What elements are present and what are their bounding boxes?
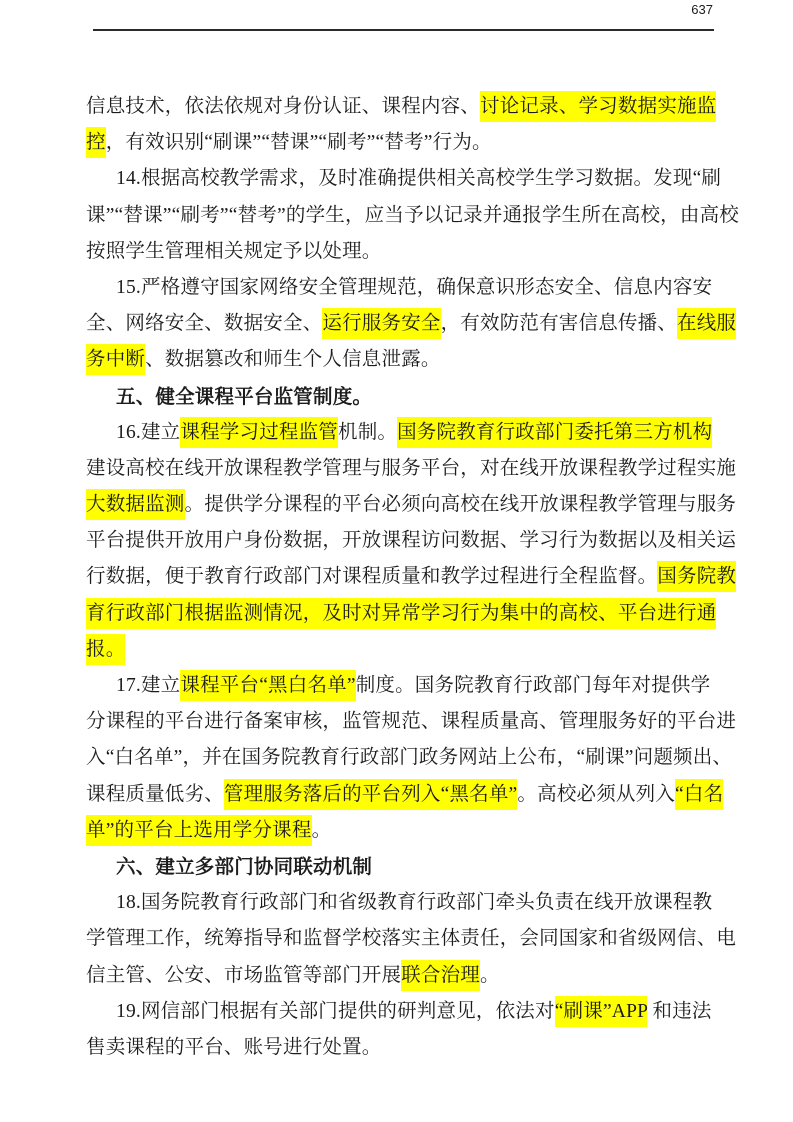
- text-segment: 18.国务院教育行政部门和省级教育行政部门牵头负责在线开放课程教: [116, 892, 713, 914]
- text-line: [86, 89, 746, 125]
- text-segment: 、数据篡改和师生个人信息泄露。: [145, 349, 441, 371]
- text-line: [86, 994, 746, 1030]
- text-segment: 学管理工作，统筹指导和监督学校落实主体责任，会同国家和省级网信、电: [86, 928, 737, 950]
- text-segment: 信息技术，依法依规对身份认证、课程内容、: [86, 96, 481, 117]
- highlighted-text: 务中断: [86, 344, 145, 375]
- text-segment: 。提供学分课程的平台必须向高校在线开放课程教学管理与服务: [184, 494, 737, 516]
- text-segment: 15.严格遵守国家网络安全管理规范，确保意识形态安全、信息内容安: [116, 276, 713, 298]
- text-line: [86, 596, 746, 632]
- text-segment: 五、健全课程平台监管制度。: [116, 385, 373, 408]
- text-line: [86, 632, 746, 668]
- highlighted-text: 报。: [86, 634, 125, 665]
- text-segment: 建设高校在线开放课程教学管理与服务平台，对在线开放课程教学过程实施: [86, 457, 737, 479]
- text-line: [86, 740, 746, 776]
- text-line: [86, 161, 746, 197]
- section-heading: [86, 379, 746, 415]
- text-line: [86, 958, 746, 994]
- text-line: [86, 813, 746, 849]
- highlighted-text: 育行政部门根据监测情况，及时对异常学习行为集中的高校、平台进行通: [86, 598, 716, 629]
- text-segment: 课”“替课”“刷考”“替考”的学生，应当予以记录并通报学生所在高校，由高校: [86, 204, 739, 226]
- text-segment: 14.根据高校教学需求，及时准确提供相关高校学生学习数据。发现“刷: [116, 168, 722, 190]
- text-segment: 全、网络安全、数据安全、: [86, 313, 323, 335]
- section-heading: [86, 849, 746, 885]
- text-segment: 17.建立: [116, 675, 181, 696]
- highlighted-text: 联合治理: [401, 960, 480, 991]
- text-line: [86, 270, 746, 306]
- text-line: [86, 1030, 746, 1066]
- text-segment: ，有效识别“刷课”“替课”“刷考”“替考”行为。: [105, 132, 492, 154]
- text-segment: 平台提供开放用户身份数据，开放课程访问数据、学习行为数据以及相关运: [86, 530, 737, 552]
- highlighted-text: 在线服: [677, 308, 736, 339]
- text-line: [86, 523, 746, 559]
- document-content: [86, 89, 746, 1066]
- text-line: [86, 704, 746, 740]
- text-segment: 。高校必须从列入: [517, 783, 676, 805]
- highlighted-text: 控: [86, 127, 106, 158]
- highlighted-text: 课程平台“黑白名单”: [180, 670, 355, 701]
- text-line: [86, 342, 746, 378]
- page-number: 637: [691, 2, 713, 17]
- text-segment: 课程质量低劣、: [86, 783, 224, 805]
- highlighted-text: 大数据监测: [86, 489, 185, 520]
- text-line: [86, 487, 746, 523]
- highlighted-text: “刷课”APP: [555, 996, 648, 1027]
- text-segment: 机制。: [338, 421, 398, 443]
- text-segment: 信主管、公安、市场监管等部门开展: [86, 964, 402, 986]
- text-line: [86, 451, 746, 487]
- text-segment: 和违法: [647, 1000, 712, 1022]
- text-line: [86, 921, 746, 957]
- highlighted-text: 运行服务安全: [322, 308, 440, 339]
- text-line: [86, 125, 746, 161]
- text-segment: 分课程的平台进行备案审核，监管规范、课程质量高、管理服务好的平台进: [86, 711, 737, 733]
- text-line: [86, 306, 746, 342]
- text-segment: ，有效防范有害信息传播、: [440, 313, 678, 335]
- highlighted-text: 管理服务落后的平台列入“黑名单”: [224, 779, 518, 810]
- highlighted-text: 课程学习过程监管: [180, 417, 338, 448]
- text-line: [86, 559, 746, 595]
- text-segment: 六、建立多部门协同联动机制: [116, 855, 373, 878]
- text-segment: 。: [311, 819, 332, 841]
- highlighted-text: 国务院教: [657, 561, 736, 592]
- text-line: [86, 198, 746, 234]
- text-segment: 行数据，便于教育行政部门对课程质量和教学过程进行全程监督。: [86, 566, 658, 588]
- text-line: [86, 885, 746, 921]
- highlighted-text: 单”的平台上选用学分课程: [86, 815, 312, 846]
- text-segment: 入“白名单”，并在国务院教育行政部门政务网站上公布，“刷课”问题频出、: [86, 747, 733, 769]
- text-segment: 售卖课程的平台、账号进行处置。: [86, 1036, 382, 1058]
- highlighted-text: 讨论记录、学习数据实施监: [480, 91, 716, 122]
- text-line: [86, 415, 746, 451]
- text-segment: 制度。国务院教育行政部门每年对提供学: [355, 675, 711, 696]
- text-segment: 19.网信部门根据有关部门提供的研判意见，依法对: [116, 1000, 555, 1022]
- highlighted-text: “白名: [675, 779, 723, 810]
- highlighted-text: 国务院教育行政部门委托第三方机构: [397, 417, 712, 448]
- text-line: [86, 668, 746, 704]
- text-line: [86, 234, 746, 270]
- text-segment: 16.建立: [116, 421, 181, 443]
- text-segment: 。: [480, 964, 500, 986]
- text-segment: 按照学生管理相关规定予以处理。: [86, 240, 382, 262]
- text-line: [86, 777, 746, 813]
- header-rule: [93, 29, 714, 31]
